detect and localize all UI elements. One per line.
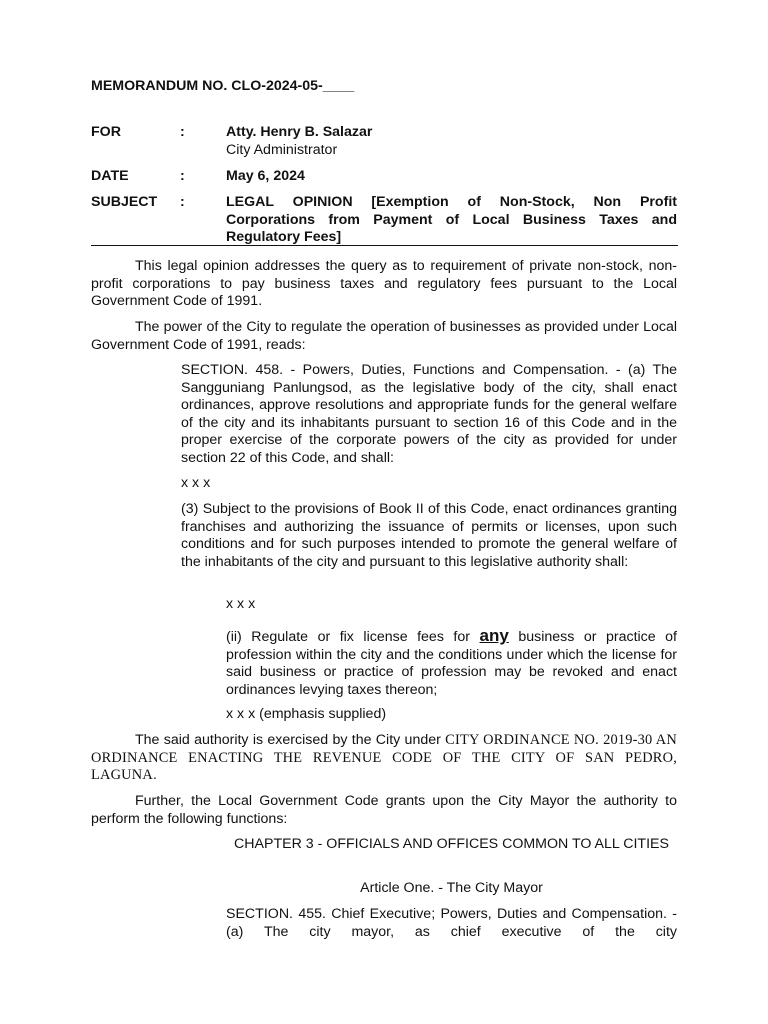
item-ii-text-post: business or practice of profession within the city and the conditions under which the license for said business or practice of profession may be revoked and enact ordinances levying taxes thereon; [226, 629, 677, 698]
subject-label: SUBJECT [91, 194, 158, 210]
ellipsis-emphasis-supplied: x x x (emphasis supplied) [226, 706, 387, 722]
date-label: DATE [91, 168, 129, 184]
quote-item-3: (3) Subject to the provisions of Book II of this Code, enact ordinances granting franchises and authorizing the issuance of permits or licenses, upon such conditions and for such purposes intended to promote the general welfare of the inhabitants of the city and pursuant to this legislative authority shall: [181, 501, 677, 570]
quote-section-458: SECTION. 458. - Powers, Duties, Functions and Compensation. - (a) The Sangguniang Panlungsod, as the legislative body of the city, shall enact ordinances, approve resolutions and appropriate funds for the general welfare of the city and its inhabitants pursuant to section 16 of this Code and in the proper exercise of the corporate powers of the city as provided for under section 22 of this Code, and shall: [181, 362, 677, 466]
addressee-title: City Administrator [226, 141, 338, 158]
paragraph-city-power: The power of the City to regulate the operation of businesses as provided under Local Government Code of 1991, reads: [91, 319, 677, 353]
ordinance-text-post: . [152, 767, 157, 784]
header-divider [91, 245, 678, 246]
addressee-name: Atty. Henry B. Salazar [226, 124, 373, 140]
for-value [226, 124, 677, 159]
chapter-heading: CHAPTER 3 - OFFICIALS AND OFFICES COMMON TO ALL CITIES [234, 836, 669, 852]
ordinance-title: CITY ORDINANCE NO. 2019-30 AN ORDINANCE ENACTING THE REVENUE CODE OF THE CITY OF SAN PEDRO, LAGUNA [91, 732, 677, 784]
paragraph-mayor-authority: Further, the Local Government Code grants upon the City Mayor the authority to perform the following functions: [91, 793, 677, 827]
item-ii-text-pre: (ii) Regulate or fix license fees for [226, 629, 480, 645]
article-heading: Article One. - The City Mayor [360, 880, 543, 896]
date-row [91, 168, 677, 186]
ordinance-text-pre: The said authority is exercised by the City under [135, 732, 446, 748]
quote-item-ii [226, 627, 677, 699]
quote-section-455: SECTION. 455. Chief Executive; Powers, Duties and Compensation. -(a) The city mayor, as chief executive of the city [226, 906, 677, 940]
for-row [91, 124, 677, 160]
for-colon: : [180, 124, 185, 140]
ellipsis-xxx-2: x x x [226, 596, 256, 612]
emphasis-any: any [479, 626, 509, 645]
subject-colon: : [180, 194, 185, 210]
paragraph-ordinance [91, 732, 677, 785]
paragraph-intro: This legal opinion addresses the query as to requirement of private non-stock, non-profit corporations to pay business taxes and regulatory fees pursuant to the Local Government Code of 1991. [91, 258, 677, 310]
for-label: FOR [91, 124, 121, 140]
memorandum-number: MEMORANDUM NO. CLO-2024-05-____ [91, 78, 355, 94]
subject-row [91, 194, 677, 248]
subject-value: LEGAL OPINION [Exemption of Non-Stock, Non Profit Corporations from Payment of Local Business Taxes and Regulatory Fees] [226, 194, 677, 246]
ellipsis-xxx-1: x x x [181, 475, 211, 491]
date-colon: : [180, 168, 185, 184]
date-value: May 6, 2024 [226, 168, 305, 184]
